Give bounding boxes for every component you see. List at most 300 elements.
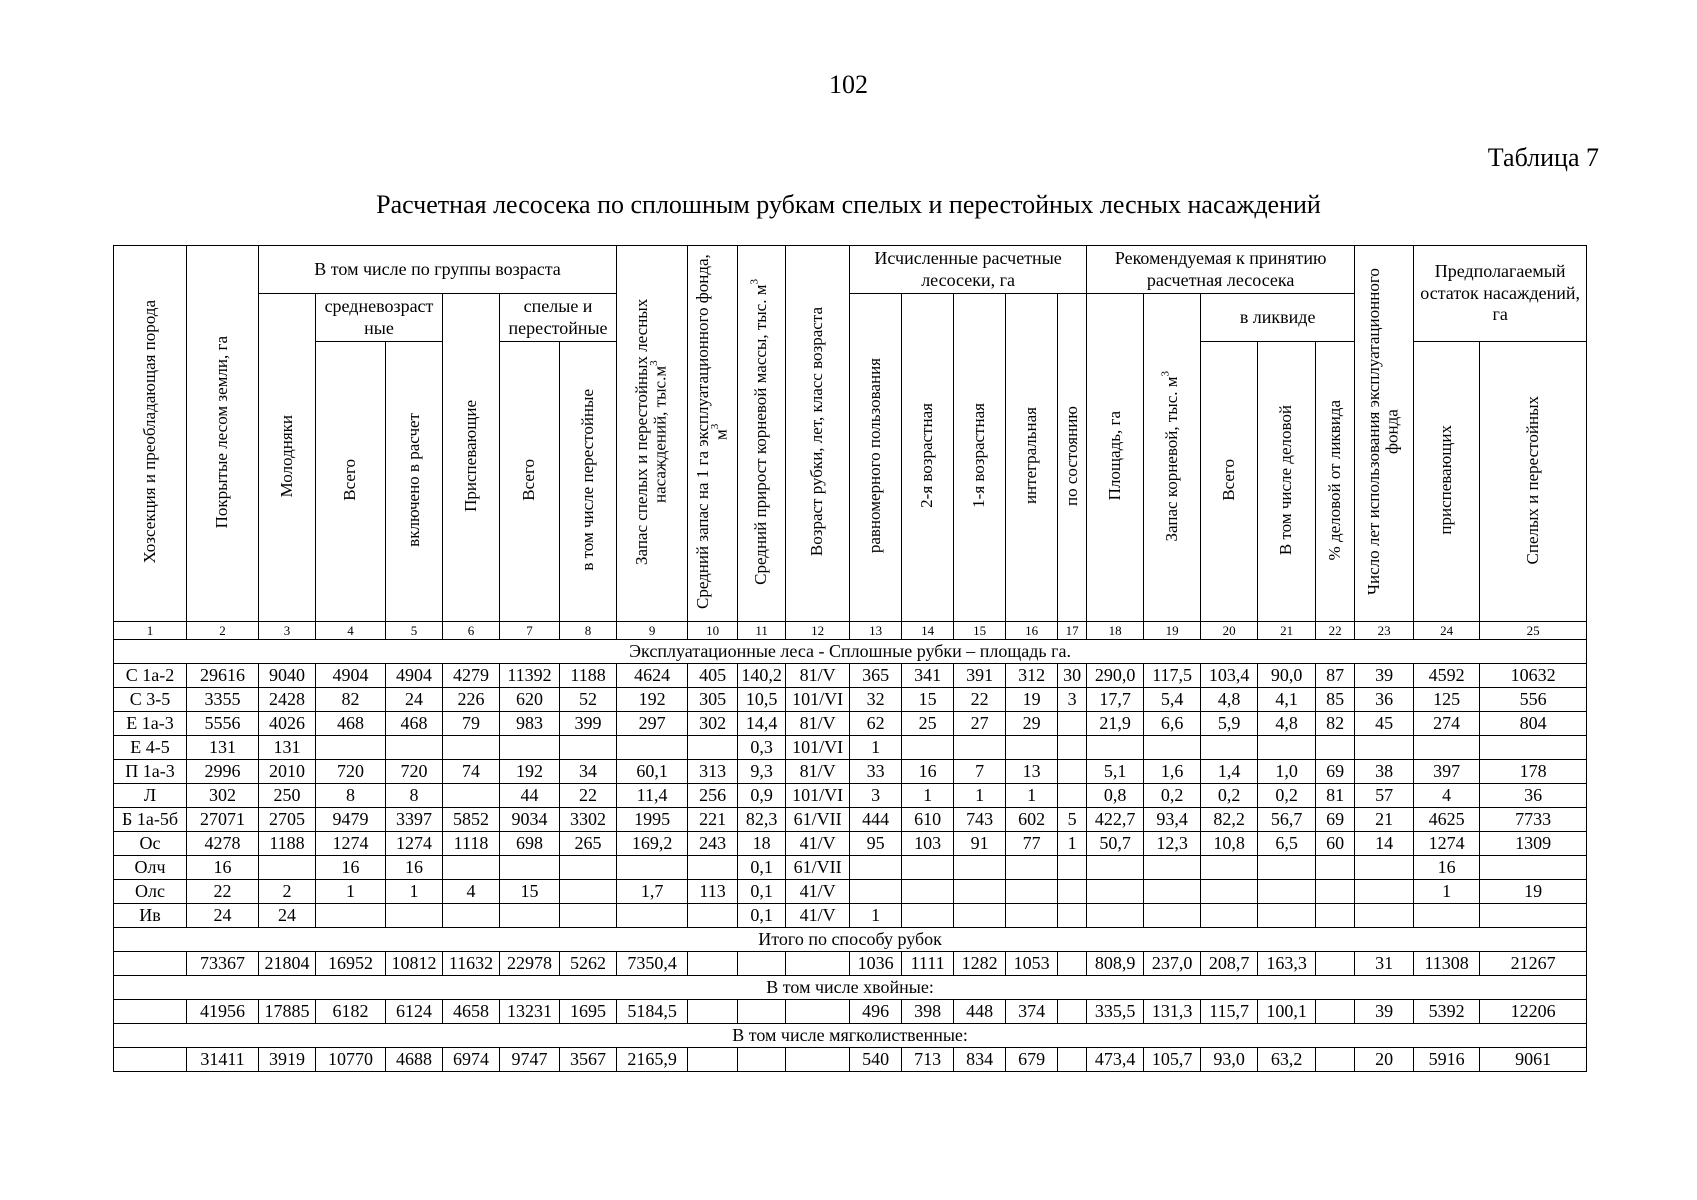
table-cell: 131 (187, 736, 259, 760)
table-cell: 391 (954, 664, 1006, 688)
table-cell: 22 (560, 784, 617, 808)
table-cell (1058, 1048, 1087, 1072)
table-cell: 21267 (1480, 952, 1587, 976)
table-cell: 1 (316, 880, 386, 904)
table-cell (850, 880, 902, 904)
table-cell (386, 736, 443, 760)
table-cell: 17,7 (1087, 688, 1144, 712)
section-conifer-label: В том числе хвойные: (114, 976, 1587, 1000)
column-number: 3 (259, 622, 316, 640)
table-cell: 4,8 (1201, 688, 1258, 712)
table-cell: 208,7 (1201, 952, 1258, 976)
table-cell: 448 (954, 1000, 1006, 1024)
table-cell: 808,9 (1087, 952, 1144, 976)
table-row (114, 688, 1587, 712)
header-col-18: Площадь, га (1087, 294, 1144, 622)
table-cell: 0,9 (738, 784, 786, 808)
column-number: 23 (1355, 622, 1414, 640)
table-cell: 313 (688, 760, 738, 784)
table-cell (1006, 904, 1058, 928)
table-cell: 13 (1006, 760, 1058, 784)
species-cell (114, 1048, 187, 1072)
table-cell: 1188 (259, 832, 316, 856)
table-cell: 17885 (259, 1000, 316, 1024)
table-cell: 87 (1316, 664, 1355, 688)
table-cell: 496 (850, 1000, 902, 1024)
column-number: 16 (1006, 622, 1058, 640)
species-cell: Ив (114, 904, 187, 928)
table-cell (500, 904, 560, 928)
table-cell: 16 (902, 760, 954, 784)
table-cell: 1,4 (1201, 760, 1258, 784)
table-cell (786, 1048, 850, 1072)
table-cell: 473,4 (1087, 1048, 1144, 1072)
species-cell: Олс (114, 880, 187, 904)
table-cell (954, 736, 1006, 760)
table-cell: 1274 (386, 832, 443, 856)
column-number: 19 (1144, 622, 1201, 640)
table-cell: 24 (259, 904, 316, 928)
section-exploitation-label: Эксплуатационные леса - Сплошные рубки – площадь га. (114, 640, 1587, 664)
table-cell: 374 (1006, 1000, 1058, 1024)
header-col-12: Возраст рубки, лет, класс возраста (786, 246, 850, 622)
table-cell (1258, 904, 1316, 928)
column-number: 1 (114, 622, 187, 640)
species-cell: Л (114, 784, 187, 808)
header-col-25: Спелых и перестойных (1480, 342, 1587, 622)
table-cell: 56,7 (1258, 808, 1316, 832)
column-number: 13 (850, 622, 902, 640)
species-cell: Б 1а-5б (114, 808, 187, 832)
section-exploitation (114, 640, 1587, 664)
header-ripe: спелые и перестойные (500, 294, 617, 342)
table-cell (1355, 736, 1414, 760)
table-cell: 93,4 (1144, 808, 1201, 832)
table-cell (1058, 904, 1087, 928)
table-cell: 6,6 (1144, 712, 1201, 736)
species-cell: Е 4-5 (114, 736, 187, 760)
table-cell: 6,5 (1258, 832, 1316, 856)
table-cell: 5,1 (1087, 760, 1144, 784)
table-cell: 34 (560, 760, 617, 784)
table-cell (688, 1000, 738, 1024)
table-cell: 1,7 (617, 880, 688, 904)
table-cell: 140,2 (738, 664, 786, 688)
table-cell: 1053 (1006, 952, 1058, 976)
table-cell (786, 1000, 850, 1024)
table-cell: 804 (1480, 712, 1587, 736)
table-cell (902, 736, 954, 760)
table-cell: 399 (560, 712, 617, 736)
table-cell: 57 (1355, 784, 1414, 808)
table-row (114, 712, 1587, 736)
table-cell: 679 (1006, 1048, 1058, 1072)
header-col-14: 2-я возрастная (902, 294, 954, 622)
softwood-row (114, 1048, 1587, 1072)
table-cell: 131,3 (1144, 1000, 1201, 1024)
table-row (114, 832, 1587, 856)
table-cell: 698 (500, 832, 560, 856)
table-cell: 82 (316, 688, 386, 712)
table-cell: 192 (500, 760, 560, 784)
table-cell: 82,3 (738, 808, 786, 832)
column-number: 17 (1058, 622, 1087, 640)
table-cell (1355, 880, 1414, 904)
table-cell: 24 (187, 904, 259, 928)
table-cell (1316, 880, 1355, 904)
table-cell: 12,3 (1144, 832, 1201, 856)
table-cell (443, 784, 500, 808)
table-cell: 335,5 (1087, 1000, 1144, 1024)
table-cell: 0,2 (1258, 784, 1316, 808)
table-cell (1414, 736, 1480, 760)
table-cell (1258, 880, 1316, 904)
section-total-label: Итого по способу рубок (114, 928, 1587, 952)
table-cell: 31411 (187, 1048, 259, 1072)
table-row (114, 664, 1587, 688)
table-cell: 743 (954, 808, 1006, 832)
table-cell: 1111 (902, 952, 954, 976)
table-cell: 290,0 (1087, 664, 1144, 688)
header-col-19: Запас корневой, тыс. $м^3$ (1144, 294, 1201, 622)
table-cell: 22978 (500, 952, 560, 976)
table-cell (617, 856, 688, 880)
table-cell: 2705 (259, 808, 316, 832)
table-cell: 41/V (786, 832, 850, 856)
header-col-21: В том числе деловой (1258, 342, 1316, 622)
table-cell: 5852 (443, 808, 500, 832)
table-cell: 14 (1355, 832, 1414, 856)
table-cell: 1118 (443, 832, 500, 856)
species-cell: Олч (114, 856, 187, 880)
header-col-2: Покрытые лесом земли, га (187, 246, 259, 622)
table-cell: 5916 (1414, 1048, 1480, 1072)
table-cell: 9040 (259, 664, 316, 688)
table-cell (738, 952, 786, 976)
table-cell (1058, 952, 1087, 976)
table-cell (617, 736, 688, 760)
table-cell: 556 (1480, 688, 1587, 712)
table-cell: 305 (688, 688, 738, 712)
table-row (114, 904, 1587, 928)
header-col-8: в том числе перестойные (560, 342, 617, 622)
header-col-1: Хозсекция и преобладающая порода (114, 246, 187, 622)
table-cell: 3355 (187, 688, 259, 712)
table-cell: 4,1 (1258, 688, 1316, 712)
table-body (114, 622, 1587, 1072)
section-total (114, 928, 1587, 952)
table-cell (1355, 856, 1414, 880)
table-cell: 52 (560, 688, 617, 712)
table-cell: 16 (316, 856, 386, 880)
table-cell: 10812 (386, 952, 443, 976)
table-cell: 4 (1414, 784, 1480, 808)
table-cell: 74 (443, 760, 500, 784)
table-cell: 93,0 (1201, 1048, 1258, 1072)
column-number: 8 (560, 622, 617, 640)
column-number: 9 (617, 622, 688, 640)
table-cell: 18 (738, 832, 786, 856)
table-cell: 3397 (386, 808, 443, 832)
table-cell: 27 (954, 712, 1006, 736)
table-cell: 2 (259, 880, 316, 904)
table-cell: 7 (954, 760, 1006, 784)
table-cell (1058, 712, 1087, 736)
table-cell: 4026 (259, 712, 316, 736)
table-cell: 27071 (187, 808, 259, 832)
table-cell: 0,2 (1201, 784, 1258, 808)
table-cell: 29 (1006, 712, 1058, 736)
table-cell: 192 (617, 688, 688, 712)
table-cell (560, 856, 617, 880)
table-cell (688, 952, 738, 976)
table-cell: 1 (1414, 880, 1480, 904)
section-softwood-label: В том числе мягколиственные: (114, 1024, 1587, 1048)
header-recommended: Рекомендуемая к принятию расчетная лесосека (1087, 246, 1355, 294)
table-cell: 41/V (786, 880, 850, 904)
table-cell: 21,9 (1087, 712, 1144, 736)
table-cell: 95 (850, 832, 902, 856)
column-number: 10 (688, 622, 738, 640)
table-cell (1316, 1048, 1355, 1072)
table-cell: 61/VII (786, 808, 850, 832)
header-calc-cuts: Исчисленные расчетные лесосеки, га (850, 246, 1087, 294)
header-col-9: Запас спелых и перестойных лесных насаждений, $тыс.м^3$ (617, 246, 688, 622)
table-cell: 1,0 (1258, 760, 1316, 784)
table-row (114, 880, 1587, 904)
table-cell: 4658 (443, 1000, 500, 1024)
table-cell: 12206 (1480, 1000, 1587, 1024)
table-cell: 610 (902, 808, 954, 832)
table-cell: 1 (850, 736, 902, 760)
table-cell (1201, 736, 1258, 760)
table-cell: 444 (850, 808, 902, 832)
table-cell: 1 (954, 784, 1006, 808)
table-cell: 398 (902, 1000, 954, 1024)
table-cell: 163,3 (1258, 952, 1316, 976)
table-cell (738, 1000, 786, 1024)
table-cell: 720 (316, 760, 386, 784)
table-cell: 7733 (1480, 808, 1587, 832)
table-cell (902, 880, 954, 904)
column-number: 4 (316, 622, 386, 640)
table-cell: 10,5 (738, 688, 786, 712)
table-cell: 620 (500, 688, 560, 712)
table-cell (386, 904, 443, 928)
table-cell: 8 (316, 784, 386, 808)
table-cell: 4624 (617, 664, 688, 688)
table-cell: 22 (954, 688, 1006, 712)
table-cell: 117,5 (1144, 664, 1201, 688)
table-cell: 1036 (850, 952, 902, 976)
table-cell: 5392 (1414, 1000, 1480, 1024)
header-col-6: Приспевающие (443, 294, 500, 622)
table-cell: 0,1 (738, 880, 786, 904)
table-cell: 115,7 (1201, 1000, 1258, 1024)
table-cell: 3919 (259, 1048, 316, 1072)
table-cell: 0,3 (738, 736, 786, 760)
table-cell (617, 904, 688, 928)
column-number-row (114, 622, 1587, 640)
table-cell: 0,1 (738, 904, 786, 928)
table-cell: 14,4 (738, 712, 786, 736)
table-row (114, 760, 1587, 784)
table-cell (560, 880, 617, 904)
table-cell: 105,7 (1144, 1048, 1201, 1072)
table-cell: 422,7 (1087, 808, 1144, 832)
header-col-15: 1-я возрастная (954, 294, 1006, 622)
table-cell: 9479 (316, 808, 386, 832)
table-cell: 10770 (316, 1048, 386, 1072)
header-col-20: Всего (1201, 342, 1258, 622)
table-cell: 365 (850, 664, 902, 688)
table-cell: 1995 (617, 808, 688, 832)
table-cell: 11392 (500, 664, 560, 688)
table-cell: 33 (850, 760, 902, 784)
table-cell: 10,8 (1201, 832, 1258, 856)
table-cell: 1309 (1480, 832, 1587, 856)
table-cell: 6974 (443, 1048, 500, 1072)
table-cell: 16952 (316, 952, 386, 976)
table-cell (1316, 904, 1355, 928)
table-cell: 312 (1006, 664, 1058, 688)
table-cell: 15 (902, 688, 954, 712)
table-cell: 221 (688, 808, 738, 832)
species-cell: С 3-5 (114, 688, 187, 712)
table-cell: 61/VII (786, 856, 850, 880)
table-cell: 69 (1316, 760, 1355, 784)
table-cell: 101/VI (786, 784, 850, 808)
table-cell: 713 (902, 1048, 954, 1072)
header-remainder: Предполагаемый остаток насаждений, га (1414, 246, 1587, 342)
table-cell: 4688 (386, 1048, 443, 1072)
table-cell: 20 (1355, 1048, 1414, 1072)
table-cell: 11632 (443, 952, 500, 976)
table-cell: 1 (850, 904, 902, 928)
table-row (114, 784, 1587, 808)
table-cell: 1695 (560, 1000, 617, 1024)
table-cell: 50,7 (1087, 832, 1144, 856)
table-cell: 103,4 (1201, 664, 1258, 688)
table-cell: 468 (316, 712, 386, 736)
table-cell: 720 (386, 760, 443, 784)
table-cell: 4 (443, 880, 500, 904)
column-number: 11 (738, 622, 786, 640)
table-cell (1144, 856, 1201, 880)
table-cell (688, 904, 738, 928)
table-cell: 0,1 (738, 856, 786, 880)
table-cell: 2996 (187, 760, 259, 784)
table-cell (443, 736, 500, 760)
table-cell (1258, 856, 1316, 880)
table-cell: 36 (1355, 688, 1414, 712)
table-header (114, 246, 1587, 622)
table-cell: 6182 (316, 1000, 386, 1024)
table-cell: 29616 (187, 664, 259, 688)
table-cell: 4279 (443, 664, 500, 688)
table-cell: 85 (1316, 688, 1355, 712)
table-cell: 405 (688, 664, 738, 688)
table-cell: 39 (1355, 664, 1414, 688)
table-cell: 91 (954, 832, 1006, 856)
section-softwood (114, 1024, 1587, 1048)
table-cell: 169,2 (617, 832, 688, 856)
column-number: 15 (954, 622, 1006, 640)
table-cell (560, 736, 617, 760)
table-cell: 1282 (954, 952, 1006, 976)
table-cell: 79 (443, 712, 500, 736)
table-cell (1316, 952, 1355, 976)
table-cell: 81/V (786, 712, 850, 736)
table-title: Расчетная лесосека по сплошным рубкам спелых и перестойных лесных насаждений (376, 190, 1321, 219)
table-cell (1480, 736, 1587, 760)
table-cell (1144, 904, 1201, 928)
table-row (114, 856, 1587, 880)
column-number: 14 (902, 622, 954, 640)
table-cell: 82,2 (1201, 808, 1258, 832)
table-cell (1258, 736, 1316, 760)
table-cell: 1 (1006, 784, 1058, 808)
header-liquid: в ликвиде (1201, 294, 1355, 342)
column-number: 20 (1201, 622, 1258, 640)
table-cell (1058, 880, 1087, 904)
table-cell: 4904 (386, 664, 443, 688)
header-col-16: интегральная (1006, 294, 1058, 622)
table-cell: 243 (688, 832, 738, 856)
table-cell (1087, 904, 1144, 928)
table-cell (786, 952, 850, 976)
table-cell (738, 1048, 786, 1072)
table-cell: 44 (500, 784, 560, 808)
table-cell: 113 (688, 880, 738, 904)
table-cell: 32 (850, 688, 902, 712)
header-col-22: % деловой от ликвида (1316, 342, 1355, 622)
table-cell: 540 (850, 1048, 902, 1072)
table-cell: 81/V (786, 760, 850, 784)
table-cell: 81 (1316, 784, 1355, 808)
table-cell (316, 904, 386, 928)
column-number: 12 (786, 622, 850, 640)
table-cell (1058, 736, 1087, 760)
table-cell (688, 1048, 738, 1072)
table-cell: 3 (1058, 688, 1087, 712)
table-cell: 1274 (1414, 832, 1480, 856)
table-cell: 3302 (560, 808, 617, 832)
table-cell (1316, 856, 1355, 880)
species-cell: С 1а-2 (114, 664, 187, 688)
table-cell (1201, 880, 1258, 904)
table-cell: 1 (1058, 832, 1087, 856)
column-number: 2 (187, 622, 259, 640)
table-cell: 62 (850, 712, 902, 736)
total-row (114, 952, 1587, 976)
table-cell: 2428 (259, 688, 316, 712)
header-col-3: Молодняки (259, 294, 316, 622)
table-cell (443, 856, 500, 880)
species-cell (114, 1000, 187, 1024)
table-cell (954, 880, 1006, 904)
table-cell: 1 (902, 784, 954, 808)
table-cell: 60,1 (617, 760, 688, 784)
table-cell: 60 (1316, 832, 1355, 856)
table-cell: 101/VI (786, 688, 850, 712)
table-cell (1316, 1000, 1355, 1024)
table-cell (1087, 736, 1144, 760)
species-cell: П 1а-3 (114, 760, 187, 784)
table-cell (1006, 856, 1058, 880)
column-number: 7 (500, 622, 560, 640)
table-cell: 9034 (500, 808, 560, 832)
